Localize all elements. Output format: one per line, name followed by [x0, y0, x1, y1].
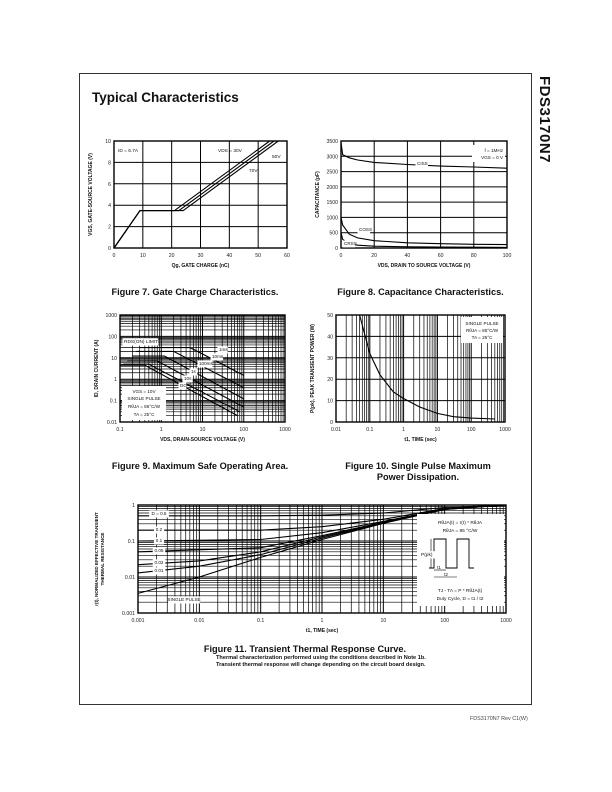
- svg-text:TA = 25°C: TA = 25°C: [133, 412, 155, 417]
- svg-text:1ms: 1ms: [219, 347, 228, 352]
- svg-text:10: 10: [327, 398, 333, 405]
- svg-text:100: 100: [440, 618, 449, 624]
- svg-text:TA = 25°C: TA = 25°C: [471, 335, 493, 340]
- svg-text:40: 40: [327, 334, 333, 341]
- svg-text:0: 0: [112, 253, 116, 259]
- svg-text:CISS: CISS: [417, 161, 428, 166]
- svg-text:50: 50: [255, 253, 262, 259]
- svg-text:0: 0: [108, 246, 111, 252]
- svg-text:0.001: 0.001: [131, 618, 145, 624]
- svg-text:t1, TIME (sec): t1, TIME (sec): [404, 437, 437, 443]
- svg-text:1: 1: [132, 503, 135, 509]
- svg-text:100: 100: [108, 334, 117, 341]
- svg-text:10: 10: [105, 139, 111, 145]
- svg-text:1: 1: [320, 618, 324, 624]
- svg-text:VGS = 10V: VGS = 10V: [132, 389, 156, 394]
- capacitance-chart: [306, 134, 518, 274]
- svg-text:1: 1: [159, 427, 163, 433]
- svg-text:40: 40: [226, 253, 233, 259]
- svg-text:100: 100: [466, 427, 476, 433]
- svg-text:0.1: 0.1: [127, 539, 135, 545]
- figure-9-caption: Figure 9. Maximum Safe Operating Area.: [111, 461, 289, 471]
- svg-text:P(pk): P(pk): [421, 553, 433, 558]
- svg-text:P(pk), PEAK TRANSIENT POWER (W: P(pk), PEAK TRANSIENT POWER (W): [310, 324, 316, 413]
- svg-text:Qg, GATE CHARGE (nC): Qg, GATE CHARGE (nC): [171, 263, 230, 269]
- svg-text:RθJA = 85°C/W: RθJA = 85°C/W: [465, 328, 499, 333]
- svg-text:t1, TIME (sec): t1, TIME (sec): [305, 628, 339, 634]
- svg-text:SINGLE PULSE: SINGLE PULSE: [465, 321, 499, 326]
- svg-text:10: 10: [139, 253, 146, 259]
- svg-text:f = 1MHz: f = 1MHz: [484, 148, 503, 153]
- svg-text:3000: 3000: [326, 154, 338, 161]
- svg-text:t2: t2: [444, 572, 448, 577]
- svg-text:0.001: 0.001: [122, 611, 135, 617]
- svg-text:2000: 2000: [326, 184, 338, 191]
- svg-text:1000: 1000: [279, 427, 291, 433]
- svg-text:50V: 50V: [272, 155, 281, 160]
- svg-text:50: 50: [327, 313, 333, 319]
- svg-text:DC: DC: [180, 383, 187, 388]
- svg-text:CRSS: CRSS: [344, 241, 357, 246]
- svg-text:0: 0: [330, 420, 333, 426]
- svg-text:VDS, DRAIN TO SOURCE VOLTAGE (: VDS, DRAIN TO SOURCE VOLTAGE (V): [377, 263, 471, 269]
- transient-thermal-chart: [84, 498, 524, 638]
- svg-text:0.1: 0.1: [257, 618, 265, 624]
- svg-text:10ms: 10ms: [212, 354, 224, 359]
- svg-text:t1: t1: [437, 565, 441, 570]
- svg-text:60: 60: [284, 253, 290, 259]
- figure-8-caption: Figure 8. Capacitance Characteristics.: [337, 287, 504, 297]
- svg-text:0: 0: [339, 253, 343, 259]
- part-number-side-title: FDS3170N7: [536, 76, 553, 164]
- svg-text:10: 10: [199, 427, 206, 433]
- svg-text:COSS: COSS: [359, 227, 373, 232]
- svg-text:2500: 2500: [326, 169, 338, 176]
- svg-text:30: 30: [327, 355, 333, 362]
- figure-11-note-line1: Thermal characterization performed using the conditions described in Note 1b.: [216, 655, 426, 661]
- svg-text:2: 2: [108, 224, 111, 231]
- svg-text:RθJA = 85°C/W: RθJA = 85°C/W: [127, 404, 161, 409]
- figure-10-caption-line1: Figure 10. Single Pulse Maximum: [345, 461, 491, 471]
- svg-text:0.1: 0.1: [155, 538, 163, 543]
- document-revision-footer: FDS3170N7 Rev C1(W): [470, 716, 528, 722]
- svg-text:r(t), NORMALIZED EFFECTIVE TRA: r(t), NORMALIZED EFFECTIVE TRANSIENT: [94, 512, 99, 606]
- svg-text:1000: 1000: [105, 313, 117, 319]
- svg-text:THERMAL RESISTANCE: THERMAL RESISTANCE: [100, 532, 105, 586]
- svg-text:20: 20: [168, 253, 175, 259]
- figure-11-note: [216, 655, 426, 669]
- svg-text:1: 1: [402, 427, 406, 433]
- svg-text:10s: 10s: [184, 376, 192, 381]
- svg-text:500: 500: [329, 230, 338, 237]
- svg-text:ID, DRAIN CURRENT (A): ID, DRAIN CURRENT (A): [94, 339, 100, 398]
- svg-text:RθJA = 85 °C/W: RθJA = 85 °C/W: [442, 529, 478, 534]
- figure-10-caption-line2: Power Dissipation.: [376, 472, 460, 482]
- svg-text:30: 30: [197, 253, 204, 259]
- svg-text:0.1: 0.1: [116, 427, 124, 433]
- svg-text:80: 80: [470, 253, 477, 259]
- svg-text:VGS = 0 V: VGS = 0 V: [481, 155, 503, 160]
- svg-text:1000: 1000: [499, 427, 511, 433]
- figure-11-note-line2: Transient thermal response will change depending on the circuit board design.: [216, 662, 426, 668]
- svg-text:100ms: 100ms: [199, 361, 213, 366]
- svg-text:10: 10: [380, 618, 387, 624]
- svg-text:0.1: 0.1: [366, 427, 374, 433]
- svg-text:SINGLE PULSE: SINGLE PULSE: [167, 597, 201, 602]
- svg-text:TJ - TA = P * RθJA(t): TJ - TA = P * RθJA(t): [437, 589, 483, 594]
- svg-text:VDS, DRAIN-SOURCE VOLTAGE (V): VDS, DRAIN-SOURCE VOLTAGE (V): [160, 437, 245, 443]
- svg-text:1000: 1000: [326, 215, 338, 222]
- svg-text:0: 0: [335, 246, 338, 252]
- svg-text:40: 40: [404, 253, 411, 259]
- single-pulse-power-chart: [306, 308, 518, 448]
- gate-charge-chart: [84, 134, 299, 274]
- svg-text:VDS = 30V: VDS = 30V: [218, 149, 242, 154]
- svg-text:1000: 1000: [500, 618, 512, 624]
- svg-text:20: 20: [327, 377, 333, 384]
- section-title: Typical Characteristics: [92, 90, 239, 105]
- svg-text:10: 10: [111, 355, 117, 362]
- svg-text:8: 8: [108, 160, 111, 167]
- svg-text:6: 6: [108, 181, 111, 188]
- svg-text:4: 4: [108, 203, 111, 210]
- svg-text:60: 60: [437, 253, 444, 259]
- figure-7-caption: Figure 7. Gate Charge Characteristics.: [111, 287, 279, 297]
- svg-text:1s: 1s: [191, 369, 196, 374]
- svg-text:20: 20: [371, 253, 378, 259]
- safe-operating-area-chart: [84, 308, 299, 448]
- svg-text:70V: 70V: [249, 169, 258, 174]
- svg-text:0.01: 0.01: [194, 618, 205, 624]
- svg-text:0.05: 0.05: [154, 548, 164, 553]
- svg-text:0.02: 0.02: [154, 560, 164, 565]
- figure-10-caption: [318, 461, 518, 483]
- svg-text:100: 100: [239, 427, 249, 433]
- svg-text:Duty Cycle, D = t1 / t2: Duty Cycle, D = t1 / t2: [436, 597, 484, 602]
- svg-text:100: 100: [502, 253, 512, 259]
- svg-text:1: 1: [114, 377, 117, 384]
- svg-text:1500: 1500: [326, 200, 338, 207]
- svg-text:0.01: 0.01: [106, 420, 117, 426]
- svg-text:RDS(ON) LIMIT: RDS(ON) LIMIT: [124, 340, 159, 345]
- svg-text:ID = 6.7A: ID = 6.7A: [118, 149, 139, 154]
- svg-text:VGS, GATE-SOURCE VOLTAGE (V): VGS, GATE-SOURCE VOLTAGE (V): [88, 153, 94, 236]
- svg-text:0.01: 0.01: [124, 575, 135, 581]
- svg-text:CAPACITANCE (pF): CAPACITANCE (pF): [315, 171, 321, 218]
- svg-text:0.01: 0.01: [154, 568, 164, 573]
- svg-text:RθJA(t) = r(t) * RθJA: RθJA(t) = r(t) * RθJA: [437, 521, 483, 526]
- svg-text:0.01: 0.01: [330, 427, 342, 433]
- svg-text:0.1: 0.1: [109, 398, 117, 405]
- svg-text:10: 10: [434, 427, 441, 433]
- figure-11-caption: Figure 11. Transient Thermal Response Curve.: [203, 644, 407, 654]
- svg-text:0.2: 0.2: [155, 527, 163, 532]
- svg-text:3500: 3500: [326, 139, 338, 145]
- svg-text:D = 0.5: D = 0.5: [151, 511, 167, 516]
- svg-text:SINGLE PULSE: SINGLE PULSE: [127, 396, 161, 401]
